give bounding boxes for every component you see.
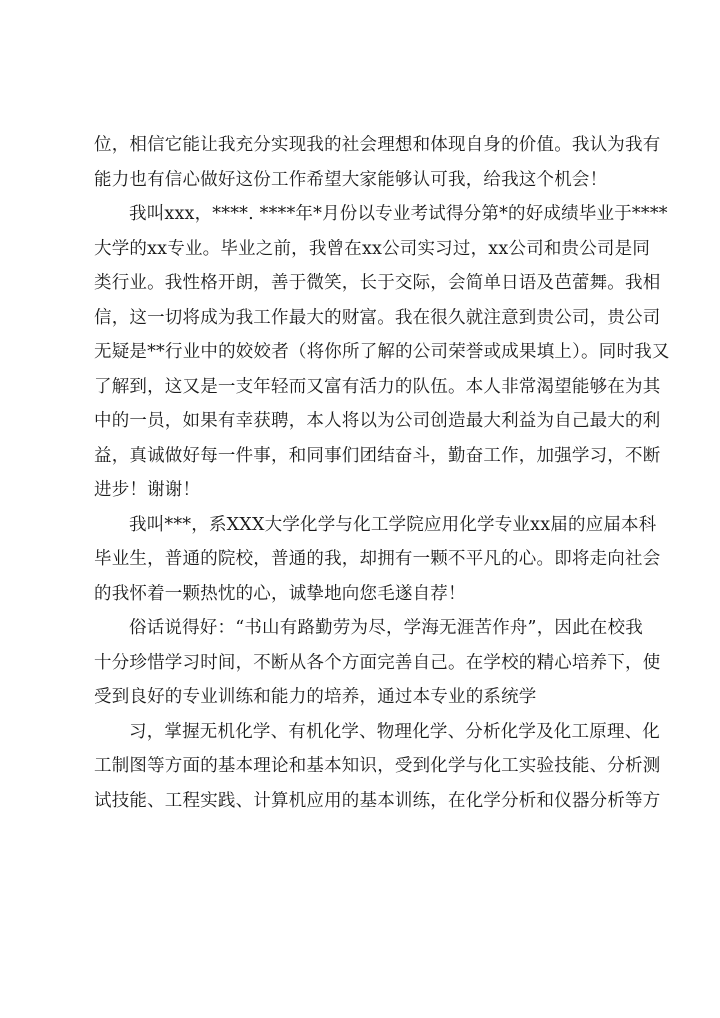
document-body [94,128,670,818]
text-line: 进步！谢谢！ [94,480,201,500]
text-line: 俗话说得好：“书山有路勤劳为尽，学海无涯苦作舟”，因此在校我 [129,618,643,638]
text-line: 类行业。我性格开朗，善于微笑，长于交际，会简单日语及芭蕾舞。我相 [94,273,661,293]
text-line: 位，相信它能让我充分实现我的社会理想和体现自身的价值。我认为我有 [94,135,661,155]
text-line: 毕业生，普通的院校，普通的我，却拥有一颗不平凡的心。即将走向社会 [94,549,661,569]
text-line: 能力也有信心做好这份工作希望大家能够认可我，给我这个机会！ [94,169,608,190]
text-line: 了解到，这又是一支年轻而又富有活力的队伍。本人非常渴望能够在为其 [94,376,661,397]
text-line: 工制图等方面的基本理论和基本知识，受到化学与化工实验技能、分析测 [94,756,661,776]
paragraph-1 [94,128,661,197]
paragraph-3 [94,508,661,612]
text-line: 信，这一切将成为我工作最大的财富。我在很久就注意到贵公司，贵公司 [94,307,661,328]
text-line: 益，真诚做好每一件事，和同事们团结奋斗，勤奋工作，加强学习，不断 [94,445,661,466]
text-line: 我叫xxx，****. ****年*月份以专业考试得分第*的好成绩毕业于**** [129,204,668,224]
text-line: 我叫***，系XXX大学化学与化工学院应用化学专业xx届的应届本科 [129,514,657,535]
text-line: 中的一员，如果有幸获聘，本人将以为公司创造最大利益为自己最大的利 [94,411,661,431]
text-line: 习，掌握无机化学、有机化学、物理化学、分析化学及化工原理、化 [129,721,660,742]
text-line: 无疑是**行业中的姣姣者（将你所了解的公司荣誉或成果填上）。同时我又 [94,342,670,362]
text-line: 的我怀着一颗热忱的心，诚挚地向您毛遂自荐！ [94,583,466,604]
paragraph-5 [94,715,661,819]
text-line: 试技能、工程实践、计算机应用的基本训练，在化学分析和仪器分析等方 [94,790,661,811]
text-line: 受到良好的专业训练和能力的培养，通过本专业的系统学 [94,687,537,707]
text-line: 十分珍惜学习时间，不断从各个方面完善自己。在学校的精心培养下，使 [94,652,661,673]
text-line: 大学的xx专业。毕业之前，我曾在xx公司实习过，xx公司和贵公司是同 [94,238,651,259]
paragraph-4 [94,611,661,715]
paragraph-2 [94,197,670,508]
